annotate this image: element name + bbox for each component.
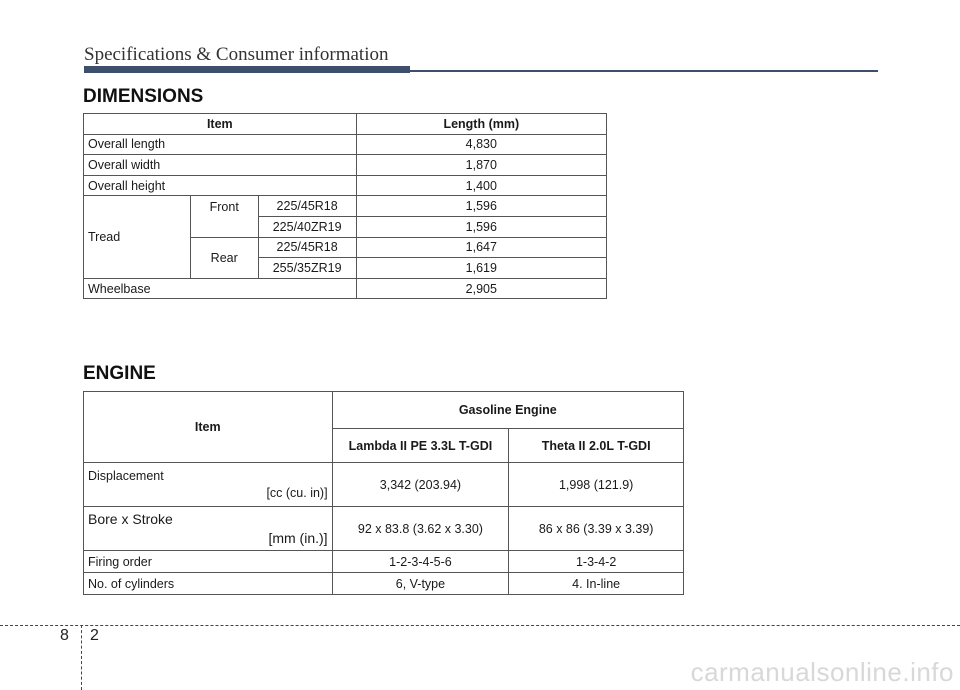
column-header-length: Length (mm) [356, 114, 606, 135]
tread-rear-label: Rear [190, 237, 258, 278]
tread-label: Tread [84, 196, 191, 278]
row-value: 92 x 83.8 (3.62 x 3.30) [332, 507, 509, 551]
row-value: 86 x 86 (3.39 x 3.39) [509, 507, 684, 551]
row-value: 1,596 [356, 216, 606, 237]
column-header-theta: Theta II 2.0L T-GDI [509, 429, 684, 463]
watermark: carmanualsonline.info [690, 657, 954, 687]
row-value: 1,596 [356, 196, 606, 217]
row-value: 1-3-4-2 [509, 551, 684, 573]
row-label: Overall length [84, 134, 357, 155]
header-bar [84, 66, 410, 73]
tread-front-label: Front [190, 196, 258, 237]
engine-title: ENGINE [83, 363, 156, 384]
table-row [84, 551, 684, 573]
table-row [84, 278, 607, 299]
column-header-lambda: Lambda II PE 3.3L T-GDI [332, 429, 509, 463]
row-unit: [mm (in.)] [268, 530, 328, 546]
tire-size: 225/45R18 [258, 196, 356, 217]
row-label: Overall height [84, 175, 357, 196]
row-value: 2,905 [356, 278, 606, 299]
row-value: 1,998 (121.9) [509, 463, 684, 507]
row-label: Wheelbase [84, 278, 357, 299]
table-row [84, 196, 607, 217]
row-value: 3,342 (203.94) [332, 463, 509, 507]
table-header-row [84, 392, 684, 429]
row-label: Overall width [84, 155, 357, 176]
column-header-gasoline: Gasoline Engine [332, 392, 683, 429]
row-label: No. of cylinders [84, 573, 333, 595]
row-value: 1,647 [356, 237, 606, 258]
dimensions-table [83, 113, 607, 299]
dimensions-title: DIMENSIONS [83, 86, 204, 107]
row-unit: [cc (cu. in)] [266, 486, 328, 500]
row-label-cell [84, 507, 333, 551]
row-label: Bore x Stroke [88, 511, 173, 527]
row-value: 1,619 [356, 258, 606, 279]
row-value: 4,830 [356, 134, 606, 155]
row-value: 1-2-3-4-5-6 [332, 551, 509, 573]
row-label: Displacement [88, 469, 164, 483]
tire-size: 225/45R18 [258, 237, 356, 258]
row-value: 1,870 [356, 155, 606, 176]
table-row [84, 175, 607, 196]
footer-dashed-divider [81, 625, 82, 690]
table-row [84, 507, 684, 551]
table-row [84, 134, 607, 155]
column-header-item: Item [84, 392, 333, 463]
tire-size: 225/40ZR19 [258, 216, 356, 237]
row-value: 1,400 [356, 175, 606, 196]
page-number-left: 8 [60, 627, 69, 644]
table-row [84, 155, 607, 176]
row-value: 6, V-type [332, 573, 509, 595]
page-header-title: Specifications & Consumer information [84, 44, 389, 65]
footer-dashed-rule [0, 625, 960, 626]
row-label: Firing order [84, 551, 333, 573]
table-header-row [84, 114, 607, 135]
page-number-right: 2 [90, 627, 99, 644]
table-row [84, 573, 684, 595]
table-row [84, 463, 684, 507]
row-value: 4. In-line [509, 573, 684, 595]
engine-table [83, 391, 684, 595]
header-rule [410, 70, 878, 72]
tire-size: 255/35ZR19 [258, 258, 356, 279]
column-header-item: Item [84, 114, 357, 135]
row-label-cell [84, 463, 333, 507]
